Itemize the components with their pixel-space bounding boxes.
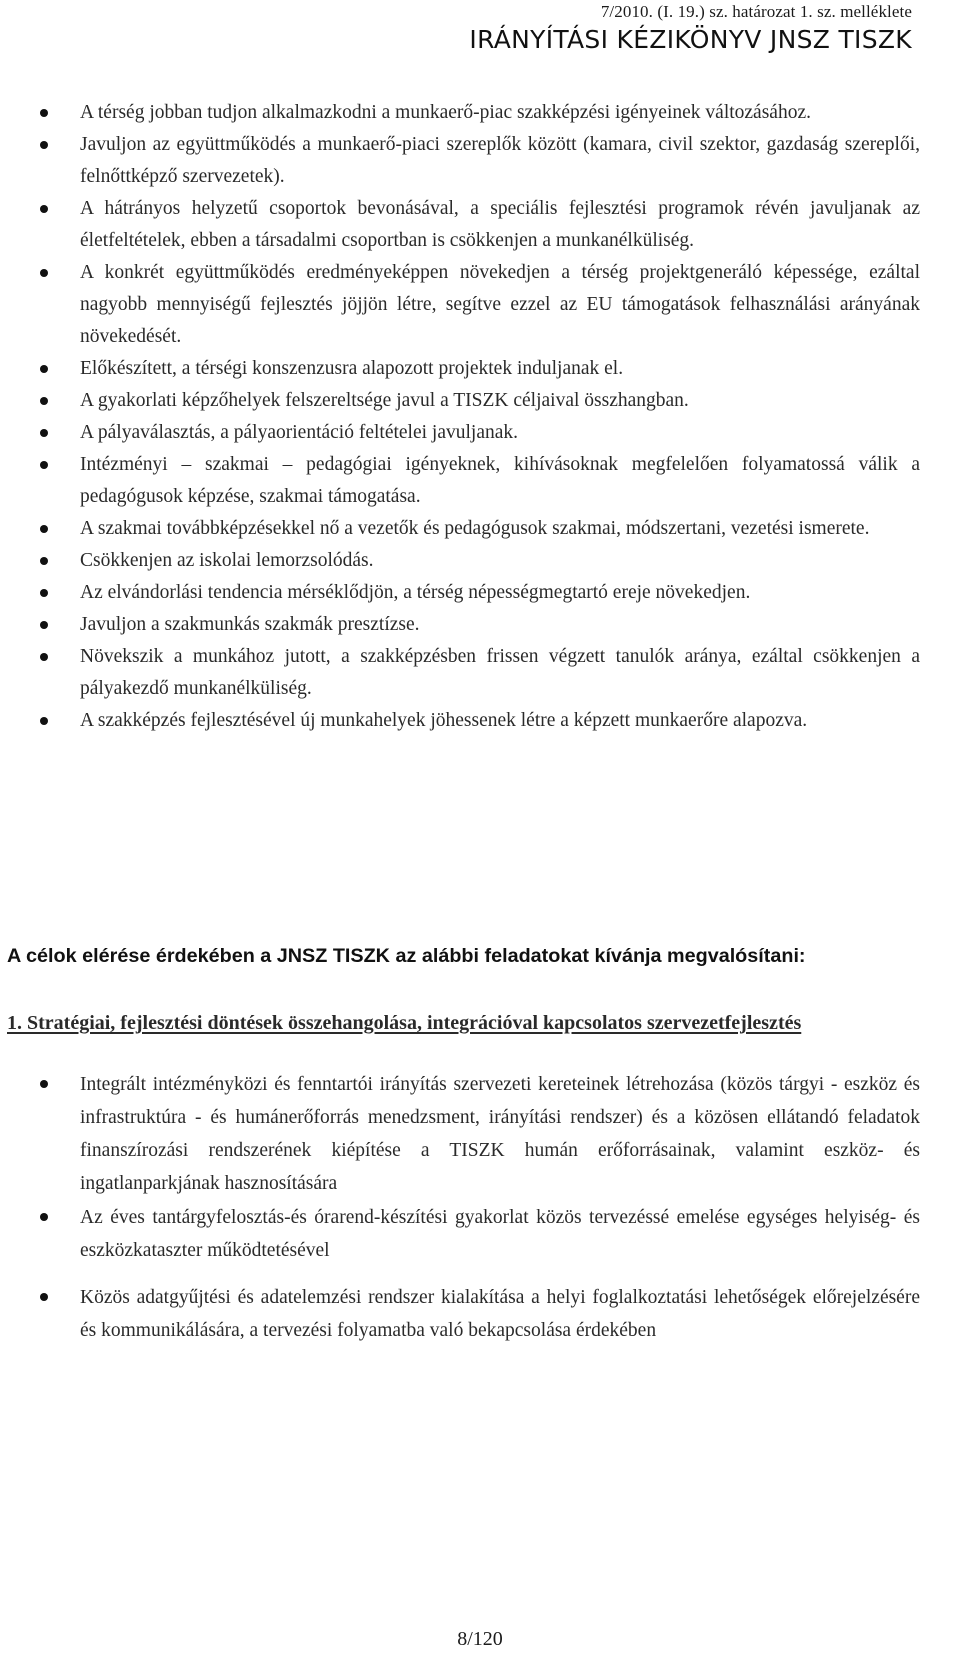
- list-item-text: Javuljon a szakmunkás szakmák presztízse.: [80, 614, 420, 635]
- list-item: [0, 193, 960, 257]
- list-item-text: Intézményi – szakmai – pedagógiai igényeknek, kihívásoknak megfelelően folyamatossá válik a pedagógusok képzése, szakmai támogatása.: [80, 454, 920, 507]
- bullet-icon: [40, 1293, 48, 1301]
- bullet-icon: [40, 397, 48, 405]
- list-item: [0, 417, 960, 449]
- bullet-icon: [40, 109, 48, 117]
- list-item: [0, 513, 960, 545]
- bullet-icon: [40, 1080, 48, 1088]
- bullet-icon: [40, 717, 48, 725]
- list-item: [0, 1068, 960, 1200]
- list-item-text: Az elvándorlási tendencia mérséklődjön, a térség népességmegtartó ereje növekedjen.: [80, 582, 751, 603]
- bullet-icon: [40, 621, 48, 629]
- bullet-icon: [40, 205, 48, 213]
- list-item-text: A hátrányos helyzetű csoportok bevonásával, a speciális fejlesztési programok révén javuljanak az életfeltételek, ebben a társadalmi csoportban is csökkenjen a munkanélküliség.: [80, 198, 920, 251]
- page-number: 8/120: [457, 1628, 503, 1650]
- list-item: [0, 385, 960, 417]
- list-item: [0, 1281, 960, 1347]
- bullet-icon: [40, 557, 48, 565]
- list-item-text: A gyakorlati képzőhelyek felszereltsége javul a TISZK céljaival összhangban.: [80, 390, 689, 411]
- section-subheading: 1. Stratégiai, fejlesztési döntések összehangolása, integrációval kapcsolatos szervezetfejlesztés: [7, 1012, 802, 1034]
- list-item: [0, 353, 960, 385]
- list-item-text: Az éves tantárgyfelosztás-és órarend-készítési gyakorlat közös tervezéssé emelése egységes helyiség- és eszközkataszter működtetésével: [80, 1207, 920, 1261]
- document-title: IRÁNYÍTÁSI KÉZIKÖNYV JNSZ TISZK: [469, 25, 912, 54]
- bullet-icon: [40, 653, 48, 661]
- list-item: [0, 609, 960, 641]
- document-reference: 7/2010. (I. 19.) sz. határozat 1. sz. melléklete: [600, 2, 912, 21]
- bullet-icon: [40, 269, 48, 277]
- list-item-text: Javuljon az együttműködés a munkaerő-piaci szereplők között (kamara, civil szektor, gazdaság szereplői, felnőttképző szervezetek).: [80, 134, 920, 187]
- bullet-icon: [40, 1213, 48, 1221]
- list-item: [0, 705, 960, 737]
- list-item-text: Csökkenjen az iskolai lemorzsolódás.: [80, 550, 374, 571]
- bullet-icon: [40, 429, 48, 437]
- bullet-icon: [40, 589, 48, 597]
- list-item-text: Integrált intézményközi és fenntartói irányítás szervezeti kereteinek létrehozása (közös tárgyi - eszköz és infrastruktúra - és humánerőforrás menedzsment, irányítási rendszer) és a közösen ellátandó feladatok finanszírozási rendszerének kiépítése a TISZK humán erőforrásainak, valamint eszköz- és ingatlanparkjának hasznosítására: [80, 1074, 920, 1194]
- bullet-icon: [40, 461, 48, 469]
- list-item-text: A szakképzés fejlesztésével új munkahelyek jöhessenek létre a képzett munkaerőre alapozva.: [80, 710, 808, 731]
- list-item: [0, 129, 960, 193]
- list-item-text: Közös adatgyűjtési és adatelemzési rendszer kialakítása a helyi foglalkoztatási lehetőségek előrejelzésére és kommunikálására, a tervezési folyamatba való bekapcsolása érdekében: [80, 1287, 920, 1341]
- bullet-icon: [40, 141, 48, 149]
- list-item: [0, 257, 960, 353]
- list-item-text: A pályaválasztás, a pályaorientáció feltételei javuljanak.: [80, 422, 519, 443]
- list-item: [0, 545, 960, 577]
- list-item: [0, 577, 960, 609]
- list-item-text: Növekszik a munkához jutott, a szakképzésben frissen végzett tanulók aránya, ezáltal csökkenjen a pályakezdő munkanélküliség.: [80, 646, 920, 699]
- list-item: [0, 97, 960, 129]
- list-item-text: Előkészített, a térségi konszenzusra alapozott projektek induljanak el.: [80, 358, 624, 379]
- page-header: [469, 0, 912, 56]
- bullet-icon: [40, 365, 48, 373]
- tasks-list: [0, 1068, 960, 1347]
- list-item-text: A szakmai továbbképzésekkel nő a vezetők és pedagógusok szakmai, módszertani, vezetési ismerete.: [80, 518, 870, 539]
- goals-list: [0, 97, 960, 737]
- bullet-icon: [40, 525, 48, 533]
- list-item: [0, 449, 960, 513]
- list-item: [0, 1201, 960, 1267]
- section-heading: A célok elérése érdekében a JNSZ TISZK az alábbi feladatokat kívánja megvalósítani:: [7, 945, 806, 967]
- list-item-text: A konkrét együttműködés eredményeképpen növekedjen a térség projektgeneráló képessége, ezáltal nagyobb mennyiségű fejlesztés jöjjön létre, segítve ezzel az EU támogatások felhasználási arányának növekedését.: [80, 262, 920, 347]
- list-item: [0, 641, 960, 705]
- list-item-text: A térség jobban tudjon alkalmazkodni a munkaerő-piac szakképzési igényeinek változásához.: [80, 102, 811, 123]
